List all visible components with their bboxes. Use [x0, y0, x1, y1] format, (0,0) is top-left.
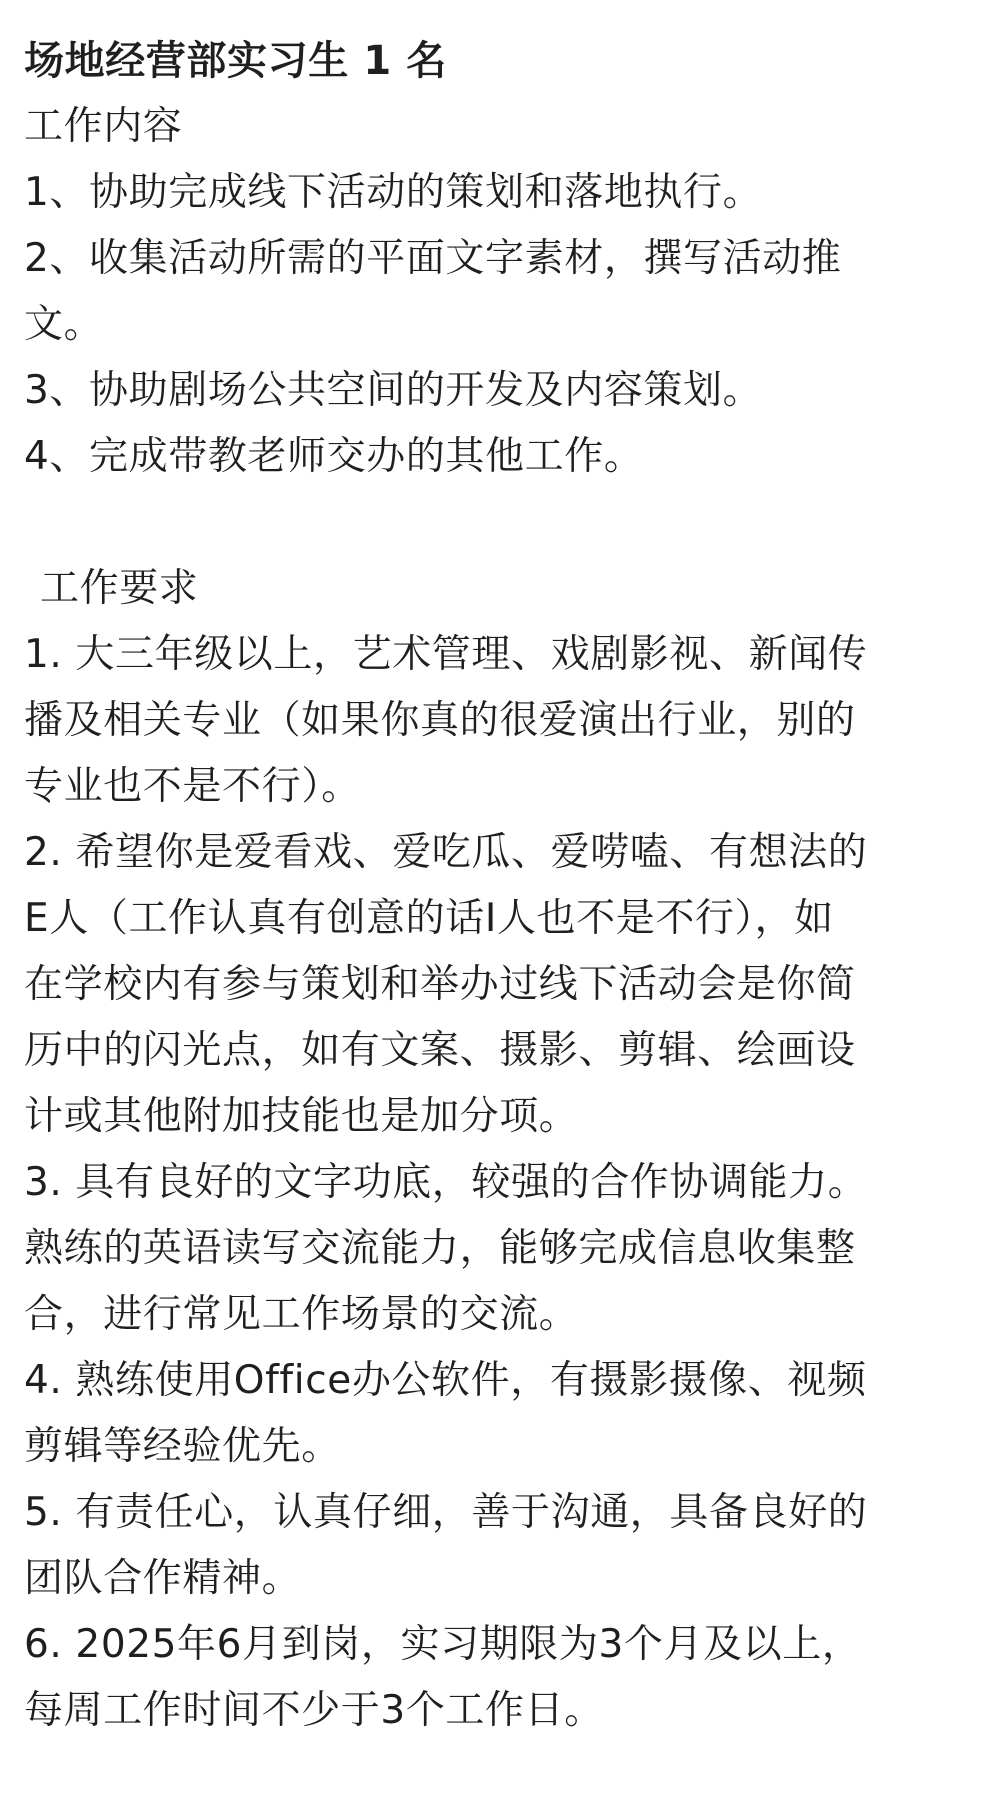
requirement-line: 计或其他附加技能也是加分项。 [24, 1094, 579, 1139]
duty-line: 4、完成带教老师交办的其他工作。 [24, 434, 644, 479]
requirement-line: 每周工作时间不少于3个工作日。 [24, 1688, 604, 1733]
requirement-line: 熟练的英语读写交流能力，能够完成信息收集整 [24, 1226, 856, 1271]
requirement-line: E人（工作认真有创意的话I人也不是不行），如 [24, 896, 834, 941]
duty-line: 1、协助完成线下活动的策划和落地执行。 [24, 170, 763, 215]
requirement-line: 5. 有责任心，认真仔细，善于沟通，具备良好的 [24, 1490, 868, 1535]
requirement-line: 1. 大三年级以上，艺术管理、戏剧影视、新闻传 [24, 632, 868, 677]
duties-list [24, 160, 964, 490]
requirement-line: 团队合作精神。 [24, 1556, 302, 1601]
requirement-line: 在学校内有参与策划和举办过线下活动会是你简 [24, 962, 856, 1007]
duty-line: 文。 [24, 302, 104, 347]
requirement-line: 4. 熟练使用Office办公软件，有摄影摄像、视频 [24, 1358, 867, 1403]
requirements-list [24, 622, 964, 1744]
section-spacer [24, 490, 964, 556]
requirements-heading: 工作要求 [40, 566, 199, 611]
duty-line: 2、收集活动所需的平面文字素材，撰写活动推 [24, 236, 842, 281]
requirement-line: 3. 具有良好的文字功底，较强的合作协调能力。 [24, 1160, 868, 1205]
requirement-line: 2. 希望你是爱看戏、爱吃瓜、爱唠嗑、有想法的 [24, 830, 868, 875]
requirement-line: 合，进行常见工作场景的交流。 [24, 1292, 579, 1337]
duty-line: 3、协助剧场公共空间的开发及内容策划。 [24, 368, 763, 413]
requirement-line: 专业也不是不行）。 [24, 764, 361, 809]
job-title: 场地经营部实习生 1 名 [24, 38, 447, 84]
duties-heading: 工作内容 [24, 104, 183, 149]
requirement-line: 剪辑等经验优先。 [24, 1424, 341, 1469]
requirement-line: 历中的闪光点，如有文案、摄影、剪辑、绘画设 [24, 1028, 856, 1073]
requirement-line: 播及相关专业（如果你真的很爱演出行业，别的 [24, 698, 856, 743]
requirement-line: 6. 2025年6月到岗，实习期限为3个月及以上， [24, 1622, 862, 1667]
